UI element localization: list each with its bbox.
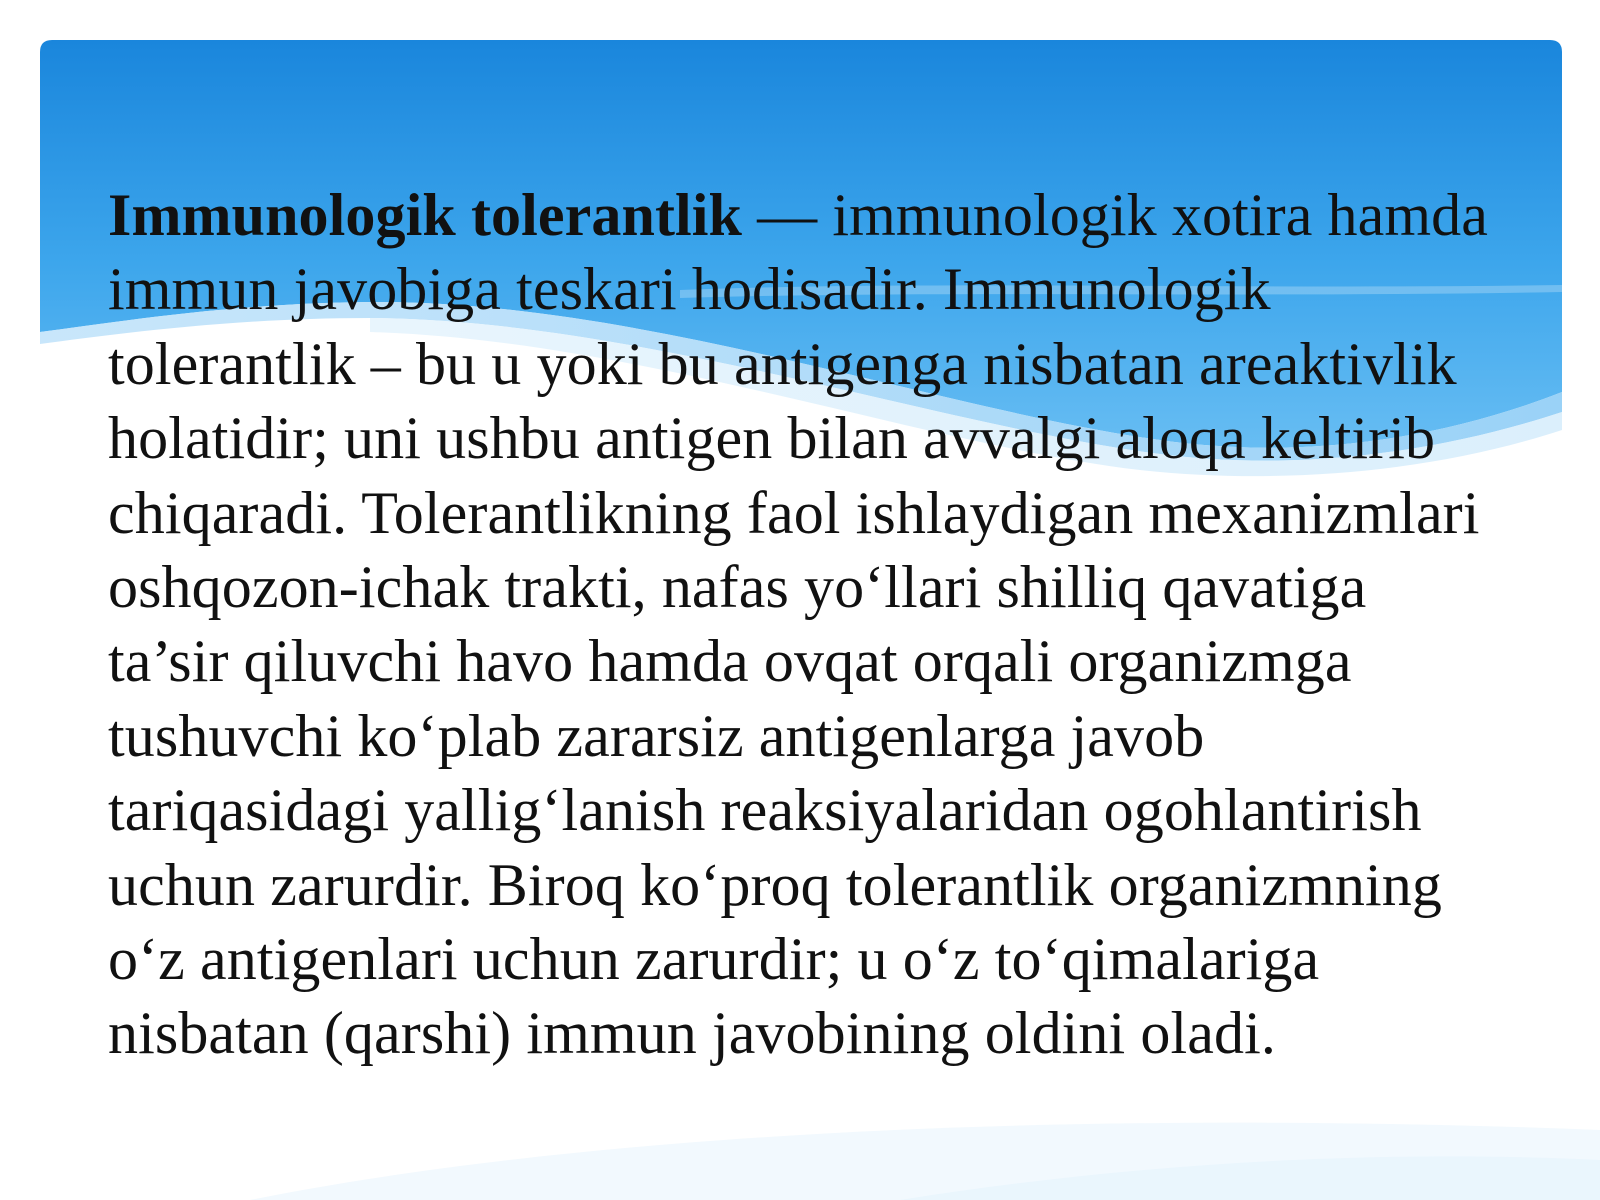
text-line-8: tushuvchi ko‘plab zararsiz antigenlarga javob [108,702,1205,769]
text-line-12: nisbatan (qarshi) immun javobining oldini oladi. [108,1000,1276,1067]
defined-term: Immunologik tolerantlik [108,182,743,248]
text-line-11: o‘z antigenlari uchun zarurdir; u o‘z to‘qimalariga [108,926,1320,993]
text-line-2: immun javobiga teskari hodisadir. Immunologik [108,256,1271,323]
text-line-1 [108,178,1568,252]
text-line-4: holatidir; uni ushbu antigen bilan avvalgi aloqa keltirib [108,405,1436,472]
body-paragraph [108,178,1568,1071]
text-line-5: chiqaradi. Tolerantlikning faol ishlaydigan mexanizmlari [108,479,1480,546]
text-line-6: oshqozon-ichak trakti, nafas yo‘llari shilliq qavatiga [108,554,1367,621]
text-line-9: tariqasidagi yallig‘lanish reaksiyalaridan ogohlantirish [108,777,1422,844]
text-line-3: tolerantlik – bu u yoki bu antigenga nisbatan areaktivlik [108,330,1457,397]
bottom-decorative-swoosh [0,1090,1600,1200]
text-line-1-rest: — immunologik xotira hamda [742,182,1488,248]
text-line-10: uchun zarurdir. Biroq ko‘proq tolerantlik organizmning [108,851,1442,918]
text-line-7: ta’sir qiluvchi havo hamda ovqat orqali organizmga [108,628,1352,695]
